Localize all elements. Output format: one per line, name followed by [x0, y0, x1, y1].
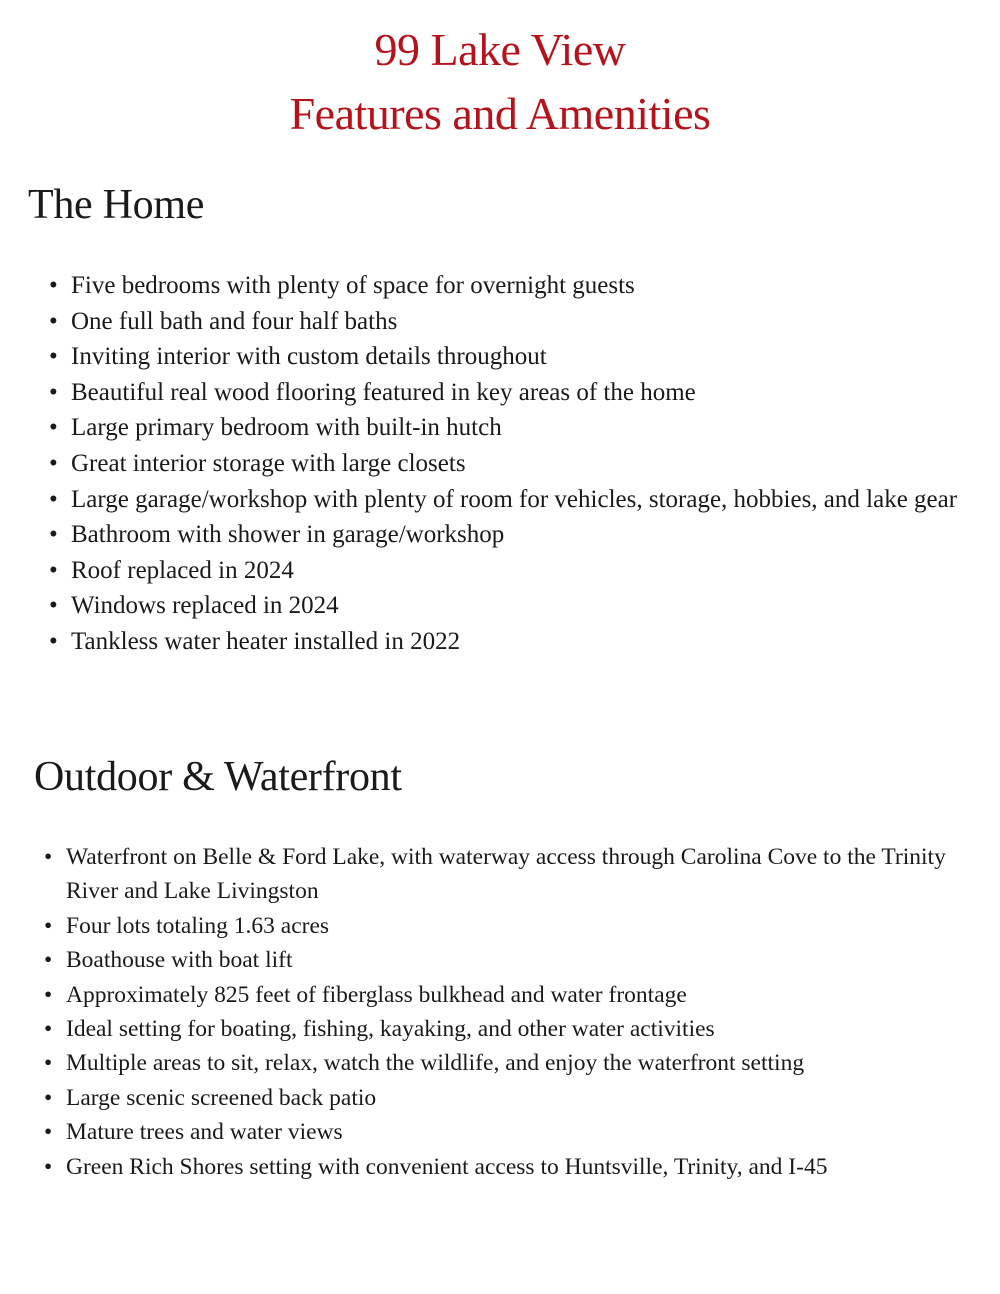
- list-item: [49, 268, 986, 304]
- list-item-text: Four lots totaling 1.63 acres: [66, 912, 330, 939]
- bullet-icon: •: [49, 556, 58, 584]
- title-line-2: Features and Amenities: [289, 88, 711, 139]
- bullet-icon: •: [49, 521, 58, 549]
- list-item: [49, 304, 986, 340]
- list-item: [49, 375, 986, 411]
- bullet-icon: •: [44, 981, 53, 1008]
- list-item-text: Waterfront on Belle & Ford Lake, with waterway access through Carolina Cove to the Trinity River and Lake Livingston: [66, 844, 946, 905]
- bullet-icon: •: [49, 627, 58, 655]
- list-item-text: Inviting interior with custom details throughout: [71, 343, 547, 371]
- page-title: [0, 18, 1000, 146]
- list-item-text: Approximately 825 feet of fiberglass bulkhead and water frontage: [66, 981, 687, 1008]
- bullet-icon: •: [49, 485, 58, 513]
- home-features-list: [49, 268, 986, 660]
- bullet-icon: •: [44, 947, 53, 974]
- list-item: [49, 339, 986, 375]
- list-item-text: One full bath and four half baths: [71, 307, 398, 335]
- list-item: [44, 840, 966, 909]
- list-item-text: Green Rich Shores setting with convenient access to Huntsville, Trinity, and I-45: [66, 1153, 828, 1180]
- list-item: [44, 1150, 966, 1184]
- list-item-text: Multiple areas to sit, relax, watch the wildlife, and enjoy the waterfront setting: [66, 1050, 805, 1077]
- list-item-text: Ideal setting for boating, fishing, kayaking, and other water activities: [66, 1016, 715, 1043]
- bullet-icon: •: [49, 378, 58, 406]
- list-item-text: Windows replaced in 2024: [71, 592, 339, 620]
- bullet-icon: •: [44, 1050, 53, 1077]
- bullet-icon: •: [44, 844, 53, 870]
- list-item: [49, 553, 986, 589]
- bullet-icon: •: [49, 592, 58, 620]
- list-item: [49, 446, 986, 482]
- list-item: [49, 517, 986, 553]
- list-item: [49, 588, 986, 624]
- section-heading-the-home: The Home: [28, 182, 205, 228]
- bullet-icon: •: [44, 1119, 53, 1146]
- list-item-text: Boathouse with boat lift: [66, 947, 293, 974]
- section-heading-outdoor-waterfront: Outdoor & Waterfront: [34, 754, 402, 800]
- list-item: [44, 1081, 966, 1115]
- list-item: [44, 1115, 966, 1149]
- list-item: [44, 1046, 966, 1080]
- bullet-icon: •: [49, 414, 58, 442]
- outdoor-features-list: [44, 840, 966, 1184]
- list-item: [49, 410, 986, 446]
- list-item: [49, 482, 986, 518]
- list-item-text: Large scenic screened back patio: [66, 1084, 377, 1111]
- bullet-icon: •: [49, 272, 58, 299]
- list-item-text: Bathroom with shower in garage/workshop: [71, 521, 505, 549]
- list-item: [44, 943, 966, 977]
- list-item-text: Roof replaced in 2024: [71, 556, 294, 584]
- bullet-icon: •: [49, 449, 58, 477]
- bullet-icon: •: [44, 1084, 53, 1111]
- list-item-text: Five bedrooms with plenty of space for overnight guests: [71, 272, 635, 299]
- list-item: [44, 978, 966, 1012]
- bullet-icon: •: [44, 912, 53, 939]
- list-item-text: Beautiful real wood flooring featured in key areas of the home: [71, 378, 696, 406]
- list-item-text: Tankless water heater installed in 2022: [71, 627, 461, 655]
- bullet-icon: •: [44, 1153, 53, 1180]
- list-item-text: Large primary bedroom with built-in hutch: [71, 414, 502, 442]
- list-item: [44, 909, 966, 943]
- list-item-text: Great interior storage with large closets: [71, 449, 466, 477]
- bullet-icon: •: [44, 1016, 53, 1043]
- list-item: [44, 1012, 966, 1046]
- list-item-text: Mature trees and water views: [66, 1119, 343, 1146]
- bullet-icon: •: [49, 343, 58, 371]
- bullet-icon: •: [49, 307, 58, 335]
- list-item: [49, 624, 986, 660]
- title-line-1: 99 Lake View: [374, 24, 626, 75]
- list-item-text: Large garage/workshop with plenty of room for vehicles, storage, hobbies, and lake gear: [71, 485, 958, 513]
